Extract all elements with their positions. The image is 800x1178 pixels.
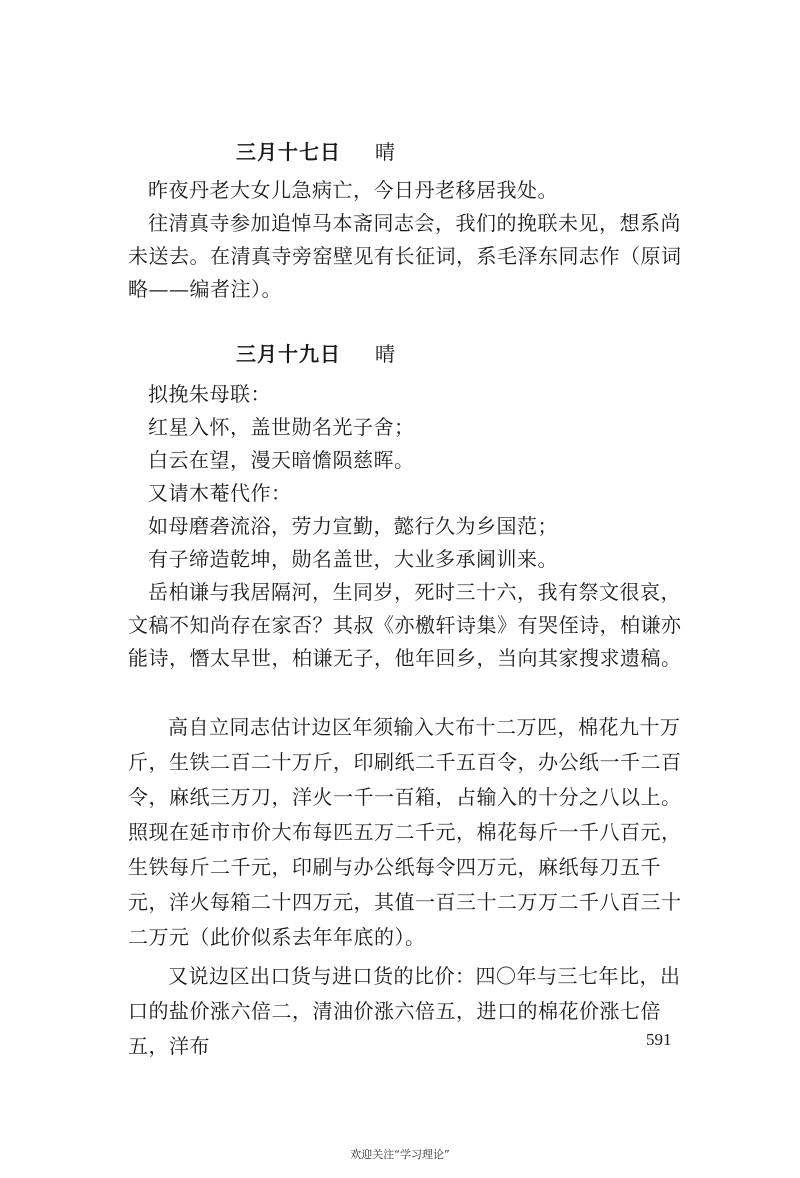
couplet-line: 有子缔造乾坤，勋名盖世，大业多承阃训来。 bbox=[148, 547, 558, 571]
entry-date: 三月十九日 bbox=[236, 342, 341, 366]
line: 拟挽朱母联： bbox=[148, 382, 271, 406]
entry-heading-march-19 bbox=[236, 338, 396, 367]
entry-date: 三月十七日 bbox=[236, 140, 341, 164]
page-number: 591 bbox=[646, 1030, 672, 1049]
paragraph: 岳柏谦与我居隔河，生同岁，死时三十六，我有祭文很哀，文稿不知尚存在家否？其叔《亦檄轩诗集》有哭侄诗，柏谦亦能诗，憯太早世，柏谦无子，他年回乡，当向其家搜求遗稿。 bbox=[128, 580, 682, 670]
paragraph: 昨夜丹老大女儿急病亡，今日丹老移居我处。 bbox=[148, 178, 558, 202]
entry-body-march-19 bbox=[128, 378, 684, 675]
entry-weather: 晴 bbox=[375, 140, 396, 164]
line: 又请木菴代作： bbox=[148, 481, 292, 505]
paragraph: 高自立同志估计边区年须输入大布十二万匹，棉花九十万斤，生铁二百二十万斤，印刷纸二千五百令，办公纸一千二百令，麻纸三万刀，洋火一千一百箱，占输入的十分之八以上。照现在延市市价大布每匹五万二千元，棉花每斤一千八百元，生铁每斤二千元，印刷与办公纸每令四万元，麻纸每刀五千元，洋火每箱二十四万元，其值一百三十二万万二千八百三十二万元（此价似系去年年底的）。 bbox=[128, 715, 682, 949]
entry-body-march-17 bbox=[128, 174, 684, 306]
footer-note: 欢迎关注“学习理论” bbox=[350, 1148, 450, 1161]
entry-weather: 晴 bbox=[375, 342, 396, 366]
paragraph: 往清真寺参加追悼马本斋同志会，我们的挽联未见，想系尚未送去。在清真寺旁窑壁见有长征词，系毛泽东同志作（原词略——编者注）。 bbox=[128, 211, 682, 301]
couplet-line: 如母磨砻流浴，劳力宣勤，懿行久为乡国范； bbox=[148, 514, 558, 538]
entry-body-economics bbox=[128, 710, 684, 1064]
entry-heading-march-17 bbox=[236, 136, 396, 165]
couplet-line: 白云在望，漫天暗憺陨慈晖。 bbox=[148, 448, 415, 472]
couplet-line: 红星入怀，盖世勋名光子舍； bbox=[148, 415, 415, 439]
paragraph: 又说边区出口货与进口货的比价：四〇年与三七年比，出口的盐价涨六倍二，清油价涨六倍五，进口的棉花价涨七倍五，洋布 bbox=[128, 964, 681, 1058]
